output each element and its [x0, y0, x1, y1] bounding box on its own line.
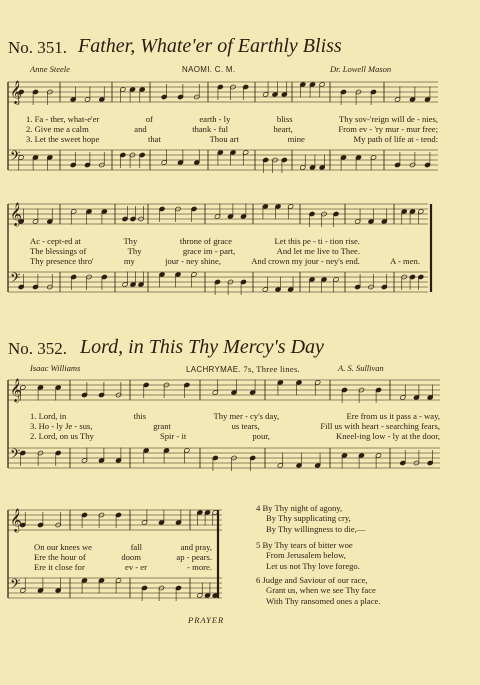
hymn-352-system-2-treble-clef: 𝄞 — [10, 507, 22, 532]
hymn-352-system-2-bass-clef: 𝄢 — [10, 576, 21, 595]
hymn-352-system-1-treble-clef: 𝄞 — [10, 377, 22, 402]
hymn-352-verse-3-line-b: Ere the hour of doom ap - pears. — [34, 552, 212, 562]
hymn-351-verse-1-line-b: Ac - cept-ed at Thy throne of grace Let this pe - ti - tion rise. — [30, 236, 360, 246]
hymn-352-extra-verse-4: 4 By Thy night of agony, By Thy supplicating cry, By Thy willingness to die,— — [256, 503, 366, 534]
hymn-351-verse-3-line-b: Thy presence thro' my jour - ney shine, And crown my jour - ney's end. A - men. — [30, 256, 420, 266]
hymn-352-extra-verse-6: 6 Judge and Saviour of our race, Grant us, when we see Thy face With Thy ransomed ones a place. — [256, 575, 381, 606]
hymn-351-system-2-bass-clef: 𝄢 — [10, 270, 21, 289]
hymn-351-verse-2-line: 2. Give me a calm and thank - ful heart, From ev - 'ry mur - mur free; — [26, 124, 438, 134]
hymn-352-number: No. 352. — [8, 339, 68, 358]
hymn-351-system-2-treble-clef: 𝄞 — [10, 201, 22, 226]
hymn-351-system-1-treble-clef: 𝄞 — [10, 79, 22, 104]
hymn-352-verse-2-line: 2. Lord, on us Thy Spir - it pour, Kneel-ing low - ly at the door, — [30, 431, 440, 441]
hymn-351-title: Father, Whate'er of Earthly Bliss — [78, 35, 342, 57]
hymn-351-tune: NAOMI. C. M. — [182, 65, 236, 74]
hymn-352-verse-1-line: 1. Lord, in this Thy mer - cy's day, Ere from us it pass a - way, — [30, 411, 440, 421]
hymn-352-composer: A. S. Sullivan — [338, 363, 384, 373]
hymn-352-verse-2-line-b: Ere it close for ev - er - more. — [34, 562, 212, 572]
hymn-351-verse-3-line: 3. Let the sweet hope that Thou art mine My path of life at - tend: — [26, 134, 438, 144]
hymn-351-verse-1-line: 1. Fa - ther, what-e'er of earth - ly bliss Thy sov-'reign will de - nies, — [26, 114, 438, 124]
hymn-351-verse-2-line-b: The blessings of Thy grace im - part, And let me live to Thee. — [30, 246, 360, 256]
hymn-352-extra-verse-5: 5 By Thy tears of bitter woe From Jerusalem below, Let us not Thy love forego. — [256, 540, 360, 571]
section-footer: PRAYER — [188, 615, 225, 625]
hymn-351-system-1-bass-clef: 𝄢 — [10, 148, 21, 167]
hymn-352-system-1-bass-clef: 𝄢 — [10, 446, 21, 465]
hymn-351-composer: Dr. Lowell Mason — [330, 64, 392, 74]
hymn-351-author: Anne Steele — [30, 64, 70, 74]
hymn-352-tune: LACHRYMAE. 7s, Three lines. — [186, 364, 300, 374]
hymn-352-verse-1-line-b: On our knees we fall and pray, — [34, 542, 212, 552]
hymn-351-number: No. 351. — [8, 38, 68, 57]
hymn-352-verse-3-line: 3. Ho - ly Je - sus, grant us tears, Fill us with heart - searching fears, — [30, 421, 440, 431]
hymn-352-title: Lord, in This Thy Mercy's Day — [80, 336, 324, 358]
hymn-352-author: Isaac Williams — [30, 363, 81, 373]
